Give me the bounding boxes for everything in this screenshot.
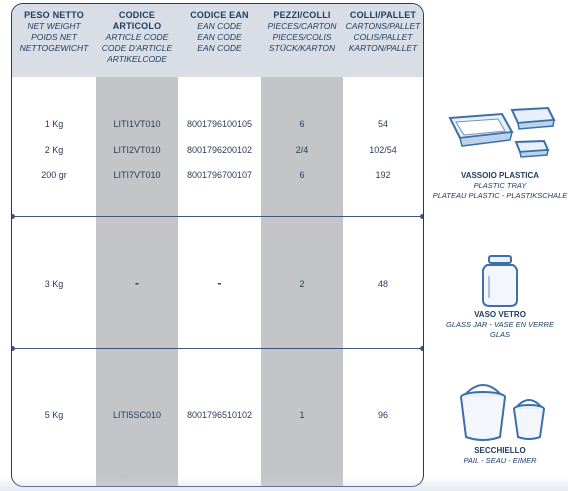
package-glass-jar: [432, 254, 568, 340]
package-sub: PAIL - SEAU - EIMER: [463, 456, 537, 465]
plastic-tray-icon: [440, 100, 560, 170]
cell-weight: 200 gr: [41, 170, 67, 180]
header-sub: PIECES/COLIS: [272, 32, 332, 42]
header-sub: COLIS/PALLET: [353, 32, 413, 42]
cell-article-code: -: [135, 276, 139, 290]
header-title: PESO NETTO: [24, 10, 84, 20]
cell-article-code: LITI5SC010: [112, 410, 162, 420]
pail-icon: [445, 377, 555, 445]
cell-weight: 1 Kg: [44, 119, 64, 129]
header-title: PEZZI/COLLI: [273, 10, 331, 20]
cell-pallet: 54: [377, 119, 388, 129]
cell-ean: 8001796700107: [186, 170, 253, 180]
cell-pallet: 192: [375, 170, 391, 180]
header-ean-code: [178, 10, 261, 54]
product-table: [11, 3, 424, 487]
header-article-code: [96, 10, 178, 65]
package-sub: GLAS: [489, 330, 510, 339]
header-sub: NETTOGEWICHT: [19, 43, 89, 53]
header-sub: ARTICLE CODE: [105, 32, 169, 42]
cell-pieces: 2: [299, 279, 305, 289]
cell-pallet: 102/54: [369, 145, 397, 155]
header-sub: NET WEIGHT: [27, 21, 81, 31]
package-sub: PLATEAU PLASTIC - PLASTIKSCHALE: [432, 191, 568, 200]
cell-article-code: LITI2VT010: [113, 145, 161, 155]
header-cartons-pallet: [343, 10, 423, 54]
cell-weight: 2 Kg: [44, 145, 64, 155]
cell-pallet: 48: [377, 279, 388, 289]
header-sub: STÜCK/KARTON: [268, 43, 336, 53]
cell-ean: -: [217, 276, 222, 290]
package-plastic-tray: [432, 100, 568, 201]
cell-pieces: 6: [299, 119, 305, 129]
section-divider: [12, 216, 423, 217]
header-sub: EAN CODE: [197, 21, 242, 31]
header-title: COLLI/PALLET: [349, 10, 417, 20]
cell-ean: 8001796200102: [186, 145, 253, 155]
header-sub: EAN CODE: [197, 43, 242, 53]
package-sub: GLASS JAR - VASE EN VERRE: [446, 320, 554, 329]
header-net-weight: [12, 10, 96, 54]
section-divider: [12, 348, 423, 349]
header-sub: ARTIKELCODE: [107, 54, 167, 64]
header-sub: PIECES/CARTON: [267, 21, 337, 31]
package-pail: [432, 377, 568, 466]
package-name: SECCHIELLO: [474, 446, 526, 455]
package-name: VASO VETRO: [474, 310, 526, 319]
package-sub: PLASTIC TRAY: [473, 181, 527, 190]
package-name: VASSOIO PLASTICA: [460, 171, 540, 180]
header-sub: CARTONS/PALLET: [345, 21, 421, 31]
glass-jar-icon: [470, 254, 530, 309]
cell-pieces: 6: [299, 170, 305, 180]
header-title: CODICE ARTICOLO: [112, 10, 162, 31]
cell-pieces: 2/4: [295, 145, 309, 155]
header-sub: CODE D'ARTICLE: [101, 43, 173, 53]
header-sub: POIDS NET: [31, 32, 77, 42]
header-title: CODICE EAN: [190, 10, 249, 20]
cell-pieces: 1: [299, 410, 305, 420]
cell-weight: 3 Kg: [44, 279, 64, 289]
header-sub: EAN CODE: [197, 32, 242, 42]
cell-article-code: LITI7VT010: [113, 170, 161, 180]
cell-pallet: 96: [377, 410, 388, 420]
header-sub: KARTON/PALLET: [348, 43, 418, 53]
cell-weight: 5 Kg: [44, 410, 64, 420]
header-pieces-carton: [261, 10, 343, 54]
bottom-decoration: [0, 477, 568, 491]
cell-article-code: LITI1VT010: [113, 119, 161, 129]
cell-ean: 8001796510102: [186, 410, 253, 420]
cell-ean: 8001796100105: [186, 119, 253, 129]
